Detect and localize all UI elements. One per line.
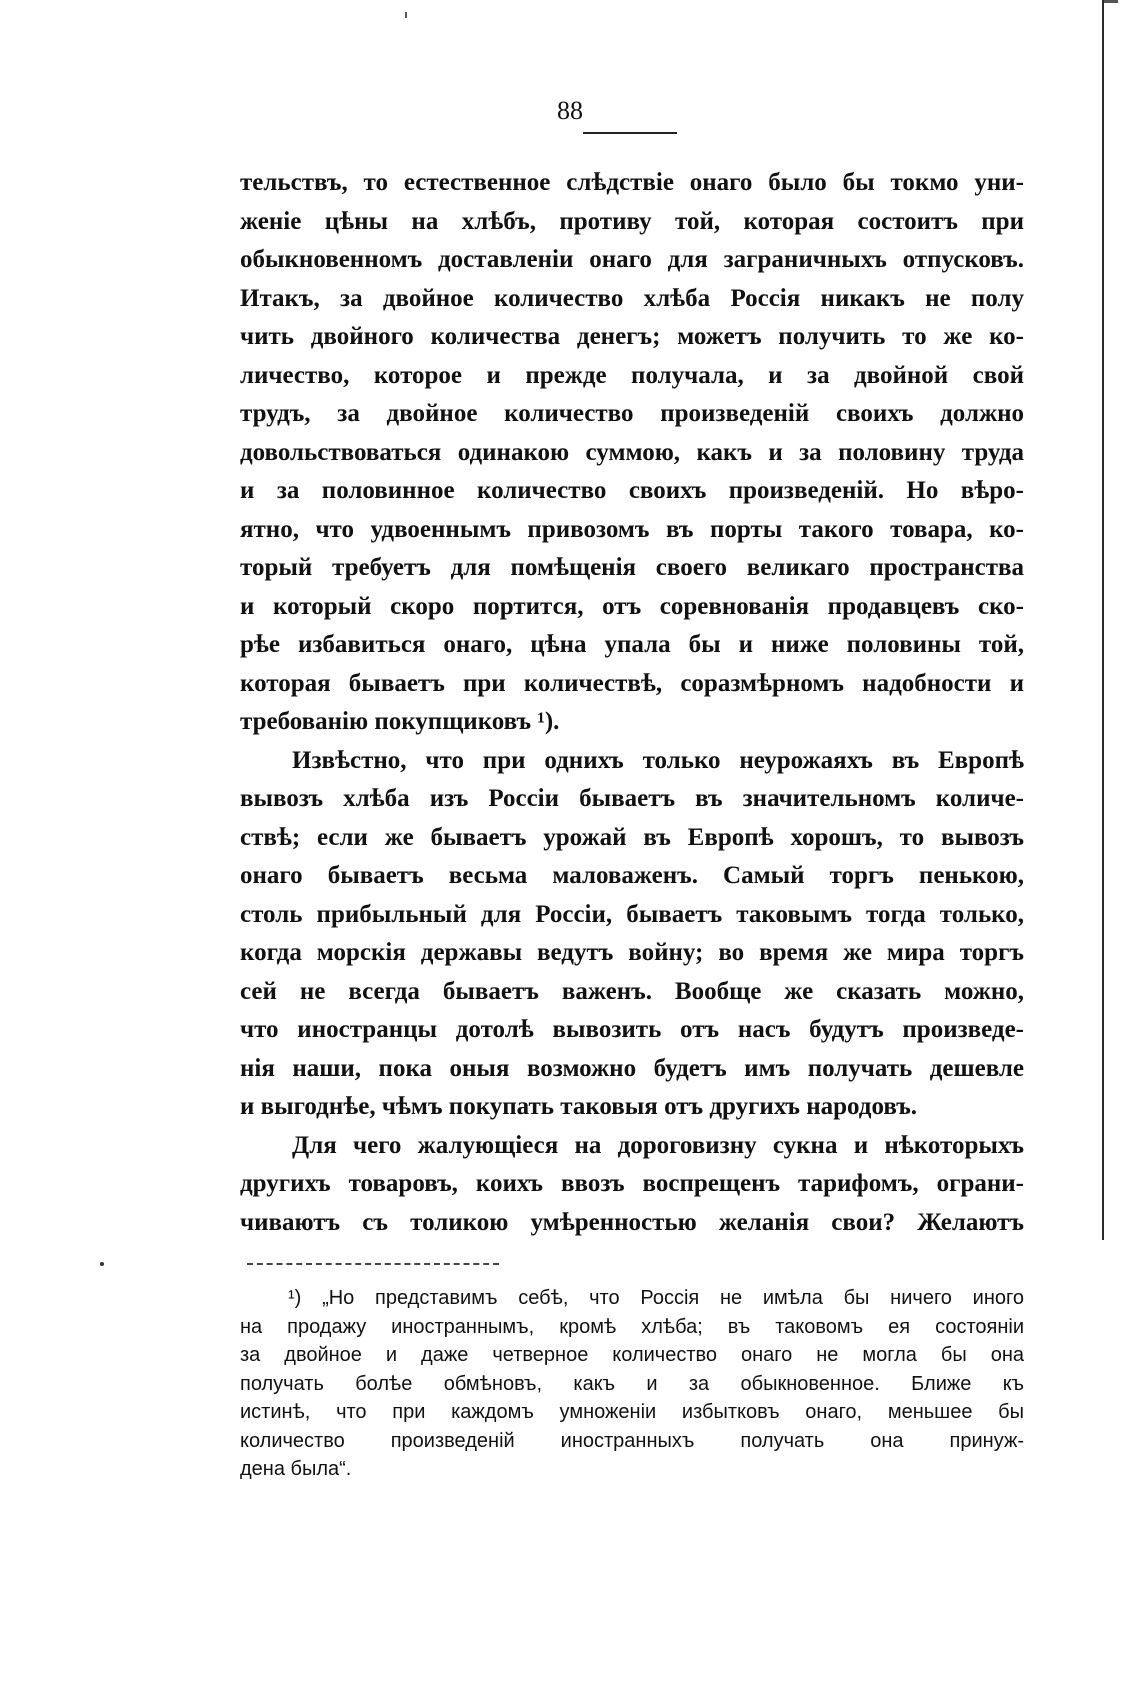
text-line: тельствъ, то естественное слѣдствіе онаго было бы токмо уни- <box>240 169 1024 196</box>
footnote-line: дена была“. <box>240 1458 352 1480</box>
page-number: 88 <box>557 96 583 125</box>
text-line: вывозъ хлѣба изъ Россіи бываетъ въ значительномъ количе- <box>240 785 1024 812</box>
text-line: личество, которое и прежде получала, и за двойной свой <box>240 361 1024 389</box>
page-number-underline <box>583 132 677 134</box>
text-line: когда морскія державы ведутъ войну; во время же мира торгъ <box>240 939 1024 966</box>
scan-speck <box>100 1262 104 1266</box>
text-line: и который скоро портится, отъ соревнованія продавцевъ ско- <box>240 592 1024 620</box>
text-line: чить двойного количества денегъ; можетъ получить то же ко- <box>240 323 1024 350</box>
text-line: сей не всегда бываетъ важенъ. Вообще же сказать можно, <box>240 977 1024 1005</box>
text-line: рѣе избавиться онаго, цѣна упала бы и ниже половины той, <box>240 631 1024 658</box>
text-line: довольствоваться одинакою суммою, какъ и за половину труда <box>240 438 1024 466</box>
text-line: и за половинное количество своихъ произведеній. Но вѣро- <box>240 477 1024 504</box>
paragraph-start-line: Для чего жалующіеся на дороговизну сукна и нѣкоторыхъ <box>292 1131 1024 1159</box>
paragraph-start-line: Извѣстно, что при однихъ только неурожаяхъ въ Европѣ <box>292 746 1024 774</box>
text-line: обыкновенномъ доставленіи онаго для заграничныхъ отпусковъ. <box>240 246 1024 273</box>
footnote-line: ¹) „Но представимъ себѣ, что Россія не имѣла бы ничего иного <box>288 1287 1024 1309</box>
text-line: что иностранцы дотолѣ вывозить отъ насъ будутъ произведе- <box>240 1016 1024 1043</box>
text-line: торый требуетъ для помѣщенія своего великаго пространства <box>240 554 1024 581</box>
text-line: и выгоднѣе, чѣмъ покупать таковыя отъ другихъ народовъ. <box>240 1093 918 1120</box>
page-edge-line <box>1102 0 1104 1240</box>
footnote-line: за двойное и даже четверное количество онаго не могла бы она <box>240 1344 1024 1366</box>
footnote-line: количество произведеній иностранныхъ получать она принуж- <box>240 1429 1024 1452</box>
footnote-line: на продажу иностраннымъ, кромѣ хлѣба; въ таковомъ ея состояніи <box>240 1315 1024 1338</box>
text-line: Итакъ, за двойное количество хлѣба Россія никакъ не полу <box>240 284 1024 312</box>
text-line: трудъ, за двойное количество произведеній своихъ должно <box>240 400 1024 427</box>
text-line: которая бываетъ при количествѣ, соразмѣрномъ надобности и <box>240 669 1024 697</box>
text-line: требованію покупщиковъ ¹). <box>240 708 560 735</box>
text-line: чиваютъ съ толикою умѣренностью желанія свои? Желаютъ <box>240 1208 1024 1236</box>
scan-speck <box>405 12 407 18</box>
text-line: ствѣ; если же бываетъ урожай въ Европѣ хорошъ, то вывозъ <box>240 823 1024 851</box>
footnote-separator <box>247 1263 499 1265</box>
footnote-line: истинѣ, что при каждомъ умноженіи избытковъ онаго, меньшее бы <box>240 1401 1024 1423</box>
text-line: столь прибыльный для Россіи, бываетъ таковымъ тогда только, <box>240 900 1024 928</box>
text-line: ятно, что удвоеннымъ привозомъ въ порты такого товара, ко- <box>240 515 1024 543</box>
footnote <box>240 1284 1024 1484</box>
scan-mark <box>1104 0 1118 3</box>
text-line: другихъ товаровъ, коихъ ввозъ воспрещенъ тарифомъ, ограни- <box>240 1170 1024 1197</box>
main-text <box>240 164 1024 1242</box>
text-line: нія наши, пока оныя возможно будетъ имъ получать дешевле <box>240 1054 1024 1082</box>
footnote-line: получать болѣе обмѣновъ, какъ и за обыкновенное. Ближе къ <box>240 1372 1024 1395</box>
text-line: онаго бываетъ весьма маловаженъ. Самый торгъ пенькою, <box>240 862 1024 889</box>
text-line: женіе цѣны на хлѣбъ, противу той, которая состоитъ при <box>240 207 1024 235</box>
